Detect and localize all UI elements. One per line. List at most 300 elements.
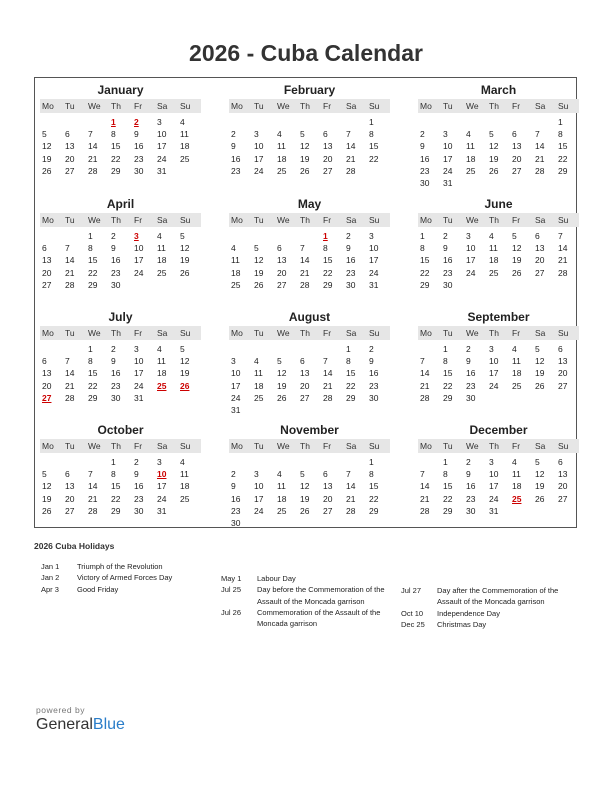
day-cell: 24 — [157, 493, 167, 504]
weekday-label: Mo — [231, 215, 243, 225]
day-cell: 12 — [277, 368, 287, 379]
weekday-header — [229, 439, 390, 453]
day-cell: 31 — [369, 279, 379, 290]
day-cell: 10 — [466, 243, 476, 254]
day-cell: 5 — [277, 356, 282, 367]
day-cell: 29 — [323, 279, 333, 290]
holiday-name: Labour Day — [257, 574, 296, 583]
day-cell: 29 — [558, 165, 568, 176]
day-cell: 18 — [512, 481, 522, 492]
day-cell: 10 — [157, 129, 167, 140]
empty-day — [418, 116, 441, 128]
day-cell: 11 — [231, 255, 240, 266]
day-cell: 6 — [323, 129, 328, 140]
day-cell: 19 — [489, 153, 499, 164]
day-cell: 26 — [535, 493, 545, 504]
day-cell: 25 — [254, 392, 264, 403]
day-cell: 13 — [42, 255, 52, 266]
day-cell: 7 — [65, 243, 70, 254]
weekday-label: Tu — [443, 215, 453, 225]
day-cell: 22 — [369, 493, 379, 504]
day-cell: 14 — [346, 481, 356, 492]
month-name: August — [288, 310, 331, 324]
holiday-item — [401, 608, 573, 619]
day-cell: 25 — [180, 153, 190, 164]
day-cell: 7 — [535, 129, 540, 140]
weekday-label: Sa — [535, 101, 546, 111]
day-cell: 25 — [512, 380, 522, 391]
day-grid — [229, 456, 390, 529]
day-cell: 7 — [420, 469, 425, 480]
empty-day — [487, 116, 510, 128]
month-name: June — [484, 197, 513, 211]
weekday-label: Sa — [157, 101, 168, 111]
day-cell: 23 — [134, 153, 144, 164]
holiday-item — [401, 585, 573, 608]
holiday-day: 2 — [134, 117, 139, 127]
weekday-label: Tu — [254, 101, 264, 111]
day-cell: 1 — [369, 117, 374, 127]
weekday-header — [418, 326, 579, 340]
day-cell: 8 — [88, 243, 93, 254]
day-cell: 4 — [157, 344, 162, 354]
day-cell: 2 — [369, 344, 374, 354]
day-cell: 14 — [88, 141, 98, 152]
weekday-label: Mo — [420, 328, 432, 338]
day-grid — [229, 343, 390, 416]
day-cell: 21 — [558, 255, 568, 266]
day-cell: 3 — [254, 129, 259, 140]
weekday-label: Fr — [323, 441, 332, 451]
holiday-date: May 1 — [221, 574, 242, 583]
weekday-label: We — [277, 328, 290, 338]
day-cell: 31 — [157, 505, 167, 516]
day-cell: 25 — [157, 267, 167, 278]
holiday-name: Victory of Armed Forces Day — [77, 573, 173, 583]
weekday-label: Sa — [157, 441, 168, 451]
weekday-label: Mo — [42, 101, 54, 111]
day-cell: 9 — [466, 356, 471, 367]
month-name: May — [297, 197, 322, 211]
holiday-date: Apr 3 — [41, 584, 59, 594]
day-cell: 4 — [254, 356, 259, 367]
day-cell: 27 — [512, 165, 522, 176]
weekday-label: We — [466, 215, 479, 225]
weekday-label: Fr — [512, 328, 521, 338]
day-cell: 2 — [420, 129, 425, 140]
day-cell: 1 — [443, 457, 448, 467]
day-cell: 27 — [558, 493, 568, 504]
day-cell: 26 — [42, 505, 52, 516]
day-cell: 25 — [180, 493, 190, 504]
day-cell: 1 — [111, 457, 116, 467]
weekday-label: Th — [489, 101, 499, 111]
day-cell: 7 — [88, 129, 93, 140]
day-cell: 18 — [466, 153, 476, 164]
day-cell: 5 — [42, 129, 47, 140]
weekday-header — [418, 213, 579, 227]
day-cell: 23 — [231, 165, 241, 176]
month-january — [40, 83, 201, 195]
day-cell: 22 — [346, 380, 356, 391]
day-grid — [418, 343, 579, 404]
day-cell: 7 — [323, 356, 328, 367]
day-cell: 26 — [489, 165, 499, 176]
weekday-label: Su — [369, 441, 380, 451]
day-cell: 12 — [254, 255, 264, 266]
day-cell: 23 — [443, 267, 453, 278]
day-cell: 12 — [535, 356, 545, 367]
day-cell: 19 — [535, 368, 545, 379]
day-cell: 16 — [466, 368, 476, 379]
day-cell: 3 — [254, 469, 259, 480]
day-cell: 4 — [231, 243, 236, 254]
day-cell: 21 — [420, 380, 430, 391]
day-cell: 13 — [535, 243, 545, 254]
day-cell: 5 — [535, 457, 540, 467]
day-cell: 17 — [466, 255, 476, 266]
empty-day — [252, 230, 275, 242]
empty-day — [275, 116, 298, 128]
day-cell: 28 — [535, 165, 545, 176]
day-cell: 2 — [466, 457, 471, 467]
day-cell: 31 — [489, 505, 499, 516]
weekday-label: Mo — [231, 441, 243, 451]
day-cell: 15 — [369, 141, 379, 152]
empty-day — [321, 343, 344, 355]
day-cell: 10 — [489, 356, 499, 367]
day-cell: 12 — [300, 141, 310, 152]
day-cell: 5 — [535, 344, 540, 354]
day-cell: 13 — [512, 141, 522, 152]
day-cell: 28 — [346, 165, 356, 176]
holiday-item — [41, 584, 211, 595]
day-cell: 10 — [134, 243, 144, 254]
day-cell: 29 — [111, 165, 121, 176]
day-cell: 20 — [42, 380, 52, 391]
page-title: 2026 - Cuba Calendar — [189, 40, 423, 66]
weekday-label: We — [466, 328, 479, 338]
day-cell: 29 — [443, 392, 453, 403]
day-cell: 21 — [346, 153, 356, 164]
day-cell: 5 — [300, 129, 305, 140]
day-cell: 10 — [254, 141, 264, 152]
day-cell: 27 — [42, 279, 52, 290]
day-cell: 23 — [231, 505, 241, 516]
day-cell: 8 — [369, 469, 374, 480]
day-cell: 20 — [323, 153, 333, 164]
day-cell: 25 — [231, 279, 241, 290]
day-cell: 7 — [65, 356, 70, 367]
month-name: December — [469, 423, 528, 437]
weekday-label: Sa — [535, 441, 546, 451]
day-cell: 17 — [157, 481, 167, 492]
day-cell: 24 — [254, 165, 264, 176]
day-cell: 18 — [489, 255, 499, 266]
day-cell: 16 — [420, 153, 430, 164]
day-cell: 16 — [231, 493, 241, 504]
day-cell: 20 — [65, 493, 75, 504]
day-cell: 12 — [300, 481, 310, 492]
weekday-label: Fr — [134, 441, 143, 451]
day-grid — [229, 230, 390, 291]
day-cell: 14 — [300, 255, 310, 266]
empty-day — [298, 343, 321, 355]
day-cell: 5 — [180, 344, 185, 354]
weekday-label: Tu — [443, 441, 453, 451]
day-cell: 9 — [369, 356, 374, 367]
empty-day — [229, 456, 252, 468]
day-cell: 28 — [346, 505, 356, 516]
day-cell: 11 — [277, 141, 286, 152]
weekday-label: Su — [558, 101, 569, 111]
weekday-label: Su — [180, 328, 191, 338]
day-cell: 6 — [42, 356, 47, 367]
day-cell: 3 — [489, 457, 494, 467]
day-cell: 2 — [346, 231, 351, 241]
weekday-label: We — [466, 441, 479, 451]
weekday-label: Su — [558, 215, 569, 225]
weekday-label: We — [277, 215, 290, 225]
empty-day — [344, 456, 367, 468]
day-cell: 12 — [42, 141, 52, 152]
day-cell: 8 — [558, 129, 563, 140]
day-cell: 5 — [42, 469, 47, 480]
weekday-label: We — [88, 101, 101, 111]
weekday-label: Mo — [42, 215, 54, 225]
month-august — [229, 310, 390, 422]
weekday-label: We — [466, 101, 479, 111]
day-cell: 17 — [254, 493, 264, 504]
holiday-day: 1 — [323, 231, 328, 241]
day-cell: 1 — [443, 344, 448, 354]
empty-day — [229, 116, 252, 128]
day-cell: 13 — [65, 141, 75, 152]
day-cell: 21 — [65, 380, 75, 391]
day-cell: 26 — [300, 165, 310, 176]
holiday-date: Jan 1 — [41, 562, 60, 571]
day-cell: 28 — [420, 392, 430, 403]
weekday-header — [40, 326, 201, 340]
day-cell: 30 — [466, 505, 476, 516]
day-cell: 13 — [558, 356, 568, 367]
day-cell: 24 — [254, 505, 264, 516]
weekday-label: Th — [300, 328, 310, 338]
day-cell: 6 — [65, 129, 70, 140]
day-cell: 23 — [111, 380, 121, 391]
weekday-label: Mo — [42, 328, 54, 338]
day-cell: 10 — [443, 141, 453, 152]
day-cell: 27 — [558, 380, 568, 391]
day-cell: 15 — [323, 255, 333, 266]
day-cell: 20 — [42, 267, 52, 278]
day-cell: 17 — [369, 255, 379, 266]
day-cell: 2 — [134, 457, 139, 467]
day-cell: 28 — [65, 392, 75, 403]
day-cell: 15 — [369, 481, 379, 492]
day-cell: 12 — [42, 481, 52, 492]
day-cell: 11 — [180, 469, 189, 480]
day-grid — [418, 456, 579, 517]
day-cell: 22 — [420, 267, 430, 278]
day-cell: 4 — [180, 457, 185, 467]
month-name: September — [467, 310, 530, 324]
day-cell: 30 — [346, 279, 356, 290]
empty-day — [40, 456, 63, 468]
weekday-label: Tu — [443, 328, 453, 338]
day-cell: 28 — [420, 505, 430, 516]
weekday-label: Mo — [231, 101, 243, 111]
day-cell: 21 — [300, 267, 310, 278]
day-cell: 21 — [535, 153, 545, 164]
day-cell: 28 — [88, 505, 98, 516]
weekday-label: Sa — [346, 328, 357, 338]
day-cell: 26 — [277, 392, 287, 403]
holiday-date: Oct 10 — [401, 608, 424, 618]
day-cell: 14 — [420, 481, 430, 492]
day-cell: 6 — [300, 356, 305, 367]
weekday-header — [40, 439, 201, 453]
day-cell: 25 — [277, 505, 287, 516]
holiday-name: Triumph of the Revolution — [77, 562, 163, 571]
day-cell: 30 — [443, 279, 453, 290]
day-cell: 3 — [231, 356, 236, 367]
weekday-label: Sa — [535, 215, 546, 225]
day-cell: 14 — [65, 255, 75, 266]
day-cell: 4 — [277, 469, 282, 480]
weekday-header — [40, 99, 201, 113]
generalblue-logo[interactable]: GeneralBlue — [36, 716, 125, 733]
weekday-label: Fr — [512, 441, 521, 451]
day-cell: 18 — [254, 380, 264, 391]
day-cell: 29 — [420, 279, 430, 290]
empty-day — [63, 343, 86, 355]
weekday-label: Fr — [323, 215, 332, 225]
weekday-label: We — [88, 441, 101, 451]
day-cell: 31 — [134, 392, 144, 403]
day-cell: 27 — [323, 505, 333, 516]
weekday-header — [418, 439, 579, 453]
weekday-label: Th — [489, 215, 499, 225]
day-cell: 3 — [157, 457, 162, 467]
month-february — [229, 83, 390, 195]
weekday-label: Fr — [323, 328, 332, 338]
weekday-label: We — [88, 215, 101, 225]
day-cell: 26 — [300, 505, 310, 516]
weekday-header — [40, 213, 201, 227]
day-cell: 4 — [489, 231, 494, 241]
day-cell: 22 — [443, 380, 453, 391]
holiday-name: Christmas Day — [437, 619, 487, 629]
day-cell: 20 — [512, 153, 522, 164]
day-cell: 11 — [512, 356, 521, 367]
weekday-header — [229, 213, 390, 227]
day-cell: 28 — [558, 267, 568, 278]
day-cell: 21 — [65, 267, 75, 278]
holiday-date: Dec 25 — [401, 619, 425, 629]
day-cell: 22 — [111, 153, 121, 164]
weekday-label: We — [277, 101, 290, 111]
weekday-label: Th — [300, 101, 310, 111]
month-name: October — [97, 423, 144, 437]
holiday-day: 1 — [111, 117, 116, 127]
empty-day — [63, 230, 86, 242]
day-cell: 15 — [88, 255, 98, 266]
day-cell: 10 — [231, 368, 241, 379]
day-grid — [40, 343, 201, 404]
holiday-day: 3 — [134, 231, 139, 241]
weekday-label: Su — [180, 215, 191, 225]
weekday-label: Sa — [346, 215, 357, 225]
day-cell: 9 — [443, 243, 448, 254]
month-may — [229, 197, 390, 309]
day-cell: 19 — [535, 481, 545, 492]
day-grid — [40, 230, 201, 291]
day-cell: 26 — [535, 380, 545, 391]
day-cell: 11 — [157, 356, 166, 367]
day-cell: 10 — [134, 356, 144, 367]
weekday-label: Mo — [420, 215, 432, 225]
day-cell: 8 — [420, 243, 425, 254]
day-cell: 19 — [300, 153, 310, 164]
weekday-label: Tu — [254, 328, 264, 338]
day-cell: 16 — [231, 153, 241, 164]
weekday-label: Tu — [65, 441, 75, 451]
day-cell: 11 — [157, 243, 166, 254]
weekday-label: Th — [111, 328, 121, 338]
day-cell: 4 — [277, 129, 282, 140]
day-cell: 18 — [157, 255, 167, 266]
weekday-label: Fr — [512, 101, 521, 111]
weekday-label: Tu — [65, 101, 75, 111]
day-cell: 15 — [443, 368, 453, 379]
day-cell: 19 — [42, 493, 52, 504]
day-cell: 27 — [277, 279, 287, 290]
holiday-day: 25 — [512, 493, 522, 504]
day-cell: 2 — [231, 129, 236, 140]
holiday-item — [41, 572, 211, 583]
holiday-list-col3 — [401, 585, 573, 630]
weekday-header — [418, 99, 579, 113]
day-cell: 15 — [420, 255, 430, 266]
empty-day — [86, 456, 109, 468]
weekday-label: Th — [111, 215, 121, 225]
day-cell: 19 — [512, 255, 522, 266]
day-cell: 2 — [231, 469, 236, 480]
day-cell: 10 — [369, 243, 379, 254]
day-cell: 25 — [466, 165, 476, 176]
day-grid — [40, 116, 201, 177]
holiday-name: Good Friday — [77, 584, 119, 594]
weekday-label: Su — [180, 101, 191, 111]
day-cell: 18 — [180, 481, 190, 492]
day-cell: 30 — [231, 517, 241, 528]
weekday-label: Su — [369, 101, 380, 111]
day-cell: 13 — [323, 141, 333, 152]
day-cell: 8 — [88, 356, 93, 367]
holiday-date: Jul 26 — [221, 607, 242, 617]
day-cell: 24 — [157, 153, 167, 164]
weekday-label: Th — [300, 441, 310, 451]
day-cell: 13 — [300, 368, 310, 379]
day-cell: 6 — [277, 243, 282, 254]
weekday-label: Sa — [535, 328, 546, 338]
day-cell: 29 — [111, 505, 121, 516]
day-cell: 31 — [443, 177, 453, 188]
day-cell: 3 — [369, 231, 374, 241]
day-cell: 11 — [180, 129, 189, 140]
day-cell: 20 — [558, 368, 568, 379]
